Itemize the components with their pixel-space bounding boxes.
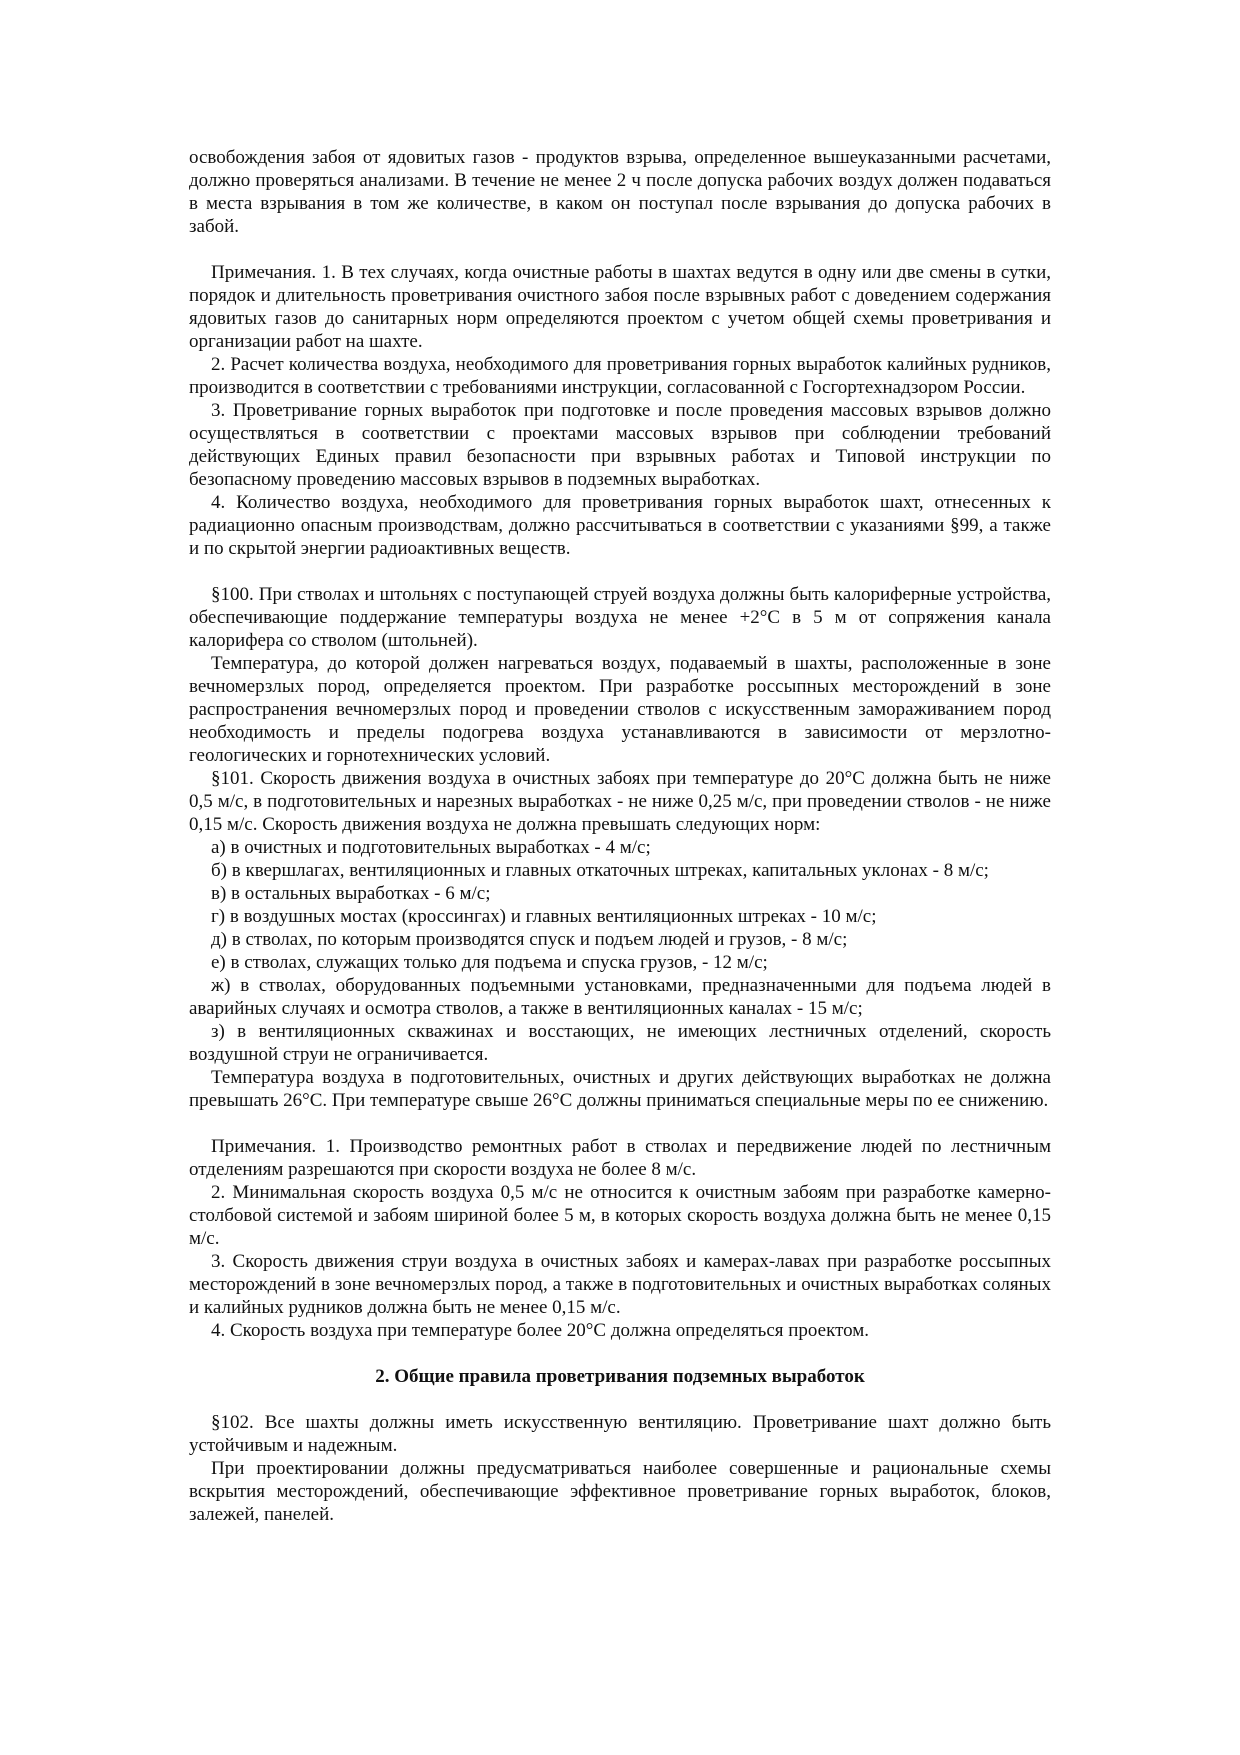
paragraph: освобождения забоя от ядовитых газов - продуктов взрыва, определенное вышеуказанными расчетами, должно проверяться анализами. В течение не менее 2 ч после допуска рабочих воздух должен подаваться в места взрывания в том же количестве, в каком он поступал после взрывания до допуска рабочих в забой.: [189, 147, 1051, 237]
section-paragraph: §101. Скорость движения воздуха в очистных забоях при температуре до 20°С должна быть не ниже 0,5 м/с, в подготовительных и нарезных выработках - не ниже 0,25 м/с, при проведении стволов - не ниже 0,15 м/с. Скорость движения воздуха не должна превышать следующих норм:: [189, 768, 1051, 835]
note-paragraph: 2. Расчет количества воздуха, необходимого для проветривания горных выработок калийных рудников, производится в соответствии с требованиями инструкции, согласованной с Госгортехнадзором России.: [189, 354, 1051, 398]
list-item: а) в очистных и подготовительных выработках - 4 м/с;: [211, 837, 651, 858]
section-paragraph: Температура, до которой должен нагреваться воздух, подаваемый в шахты, расположенные в зоне вечномерзлых пород, определяется проектом. При разработке россыпных месторождений в зоне распространения вечномерзлых пород и проведении стволов с искусственным замораживанием пород необходимость и пределы подогрева воздуха устанавливаются в зависимости от мерзлотно-геологических и горнотехнических условий.: [189, 653, 1051, 766]
spacer: [189, 238, 1051, 261]
list-item: д) в стволах, по которым производятся спуск и подъем людей и грузов, - 8 м/с;: [211, 929, 848, 950]
note-paragraph: Примечания. 1. Производство ремонтных работ в стволах и передвижение людей по лестничным отделениям разрешаются при скорости воздуха не более 8 м/с.: [189, 1136, 1051, 1180]
note-paragraph: 4. Скорость воздуха при температуре более 20°С должна определяться проектом.: [211, 1320, 870, 1341]
list-item: в) в остальных выработках - 6 м/с;: [211, 883, 491, 904]
list-item: г) в воздушных мостах (кроссингах) и главных вентиляционных штреках - 10 м/с;: [211, 906, 877, 927]
section-heading: 2. Общие правила проветривания подземных выработок: [375, 1366, 865, 1387]
spacer: [189, 560, 1051, 583]
spacer: [189, 1388, 1051, 1411]
note-paragraph: 4. Количество воздуха, необходимого для проветривания горных выработок шахт, отнесенных к радиационно опасным производствам, должно рассчитываться в соответствии с указаниями §99, а также и по скрытой энергии радиоактивных веществ.: [189, 492, 1051, 559]
note-paragraph: 3. Проветривание горных выработок при подготовке и после проведения массовых взрывов должно осуществляться в соответствии с проектами массовых взрывов при соблюдении требований действующих Единых правил безопасности при взрывных работах и Типовой инструкции по безопасному проведению массовых взрывов в подземных выработках.: [189, 400, 1051, 490]
section-paragraph: Температура воздуха в подготовительных, очистных и других действующих выработках не должна превышать 26°С. При температуре свыше 26°С должны приниматься специальные меры по ее снижению.: [189, 1067, 1051, 1111]
list-item: з) в вентиляционных скважинах и восстающих, не имеющих лестничных отделений, скорость воздушной струи не ограничивается.: [189, 1021, 1051, 1065]
spacer: [189, 1112, 1051, 1135]
section-paragraph: §100. При стволах и штольнях с поступающей струей воздуха должны быть калориферные устройства, обеспечивающие поддержание температуры воздуха не менее +2°С в 5 м от сопряжения канала калорифера со стволом (штольней).: [189, 584, 1051, 651]
section-paragraph: При проектировании должны предусматриваться наиболее совершенные и рациональные схемы вскрытия месторождений, обеспечивающие эффективное проветривание горных выработок, блоков, залежей, панелей.: [189, 1458, 1051, 1525]
document-page: [189, 146, 1051, 1526]
note-paragraph: Примечания. 1. В тех случаях, когда очистные работы в шахтах ведутся в одну или две смены в сутки, порядок и длительность проветривания очистного забоя после взрывных работ с доведением содержания ядовитых газов до санитарных норм определяются проектом с учетом общей схемы проветривания и организации работ на шахте.: [189, 262, 1051, 352]
spacer: [189, 1342, 1051, 1365]
list-item: б) в квершлагах, вентиляционных и главных откаточных штреках, капитальных уклонах - 8 м/с;: [211, 860, 989, 881]
note-paragraph: 2. Минимальная скорость воздуха 0,5 м/с не относится к очистным забоям при разработке камерно-столбовой системой и забоям шириной более 5 м, в которых скорость воздуха должна быть не менее 0,15 м/с.: [189, 1182, 1051, 1249]
list-item: е) в стволах, служащих только для подъема и спуска грузов, - 12 м/с;: [211, 952, 768, 973]
note-paragraph: 3. Скорость движения струи воздуха в очистных забоях и камерах-лавах при разработке россыпных месторождений в зоне вечномерзлых пород, а также в подготовительных и очистных выработках соляных и калийных рудников должна быть не менее 0,15 м/с.: [189, 1251, 1051, 1318]
list-item: ж) в стволах, оборудованных подъемными установками, предназначенными для подъема людей в аварийных случаях и осмотра стволов, а также в вентиляционных каналах - 15 м/с;: [189, 975, 1051, 1019]
section-paragraph: §102. Все шахты должны иметь искусственную вентиляцию. Проветривание шахт должно быть устойчивым и надежным.: [189, 1412, 1051, 1456]
